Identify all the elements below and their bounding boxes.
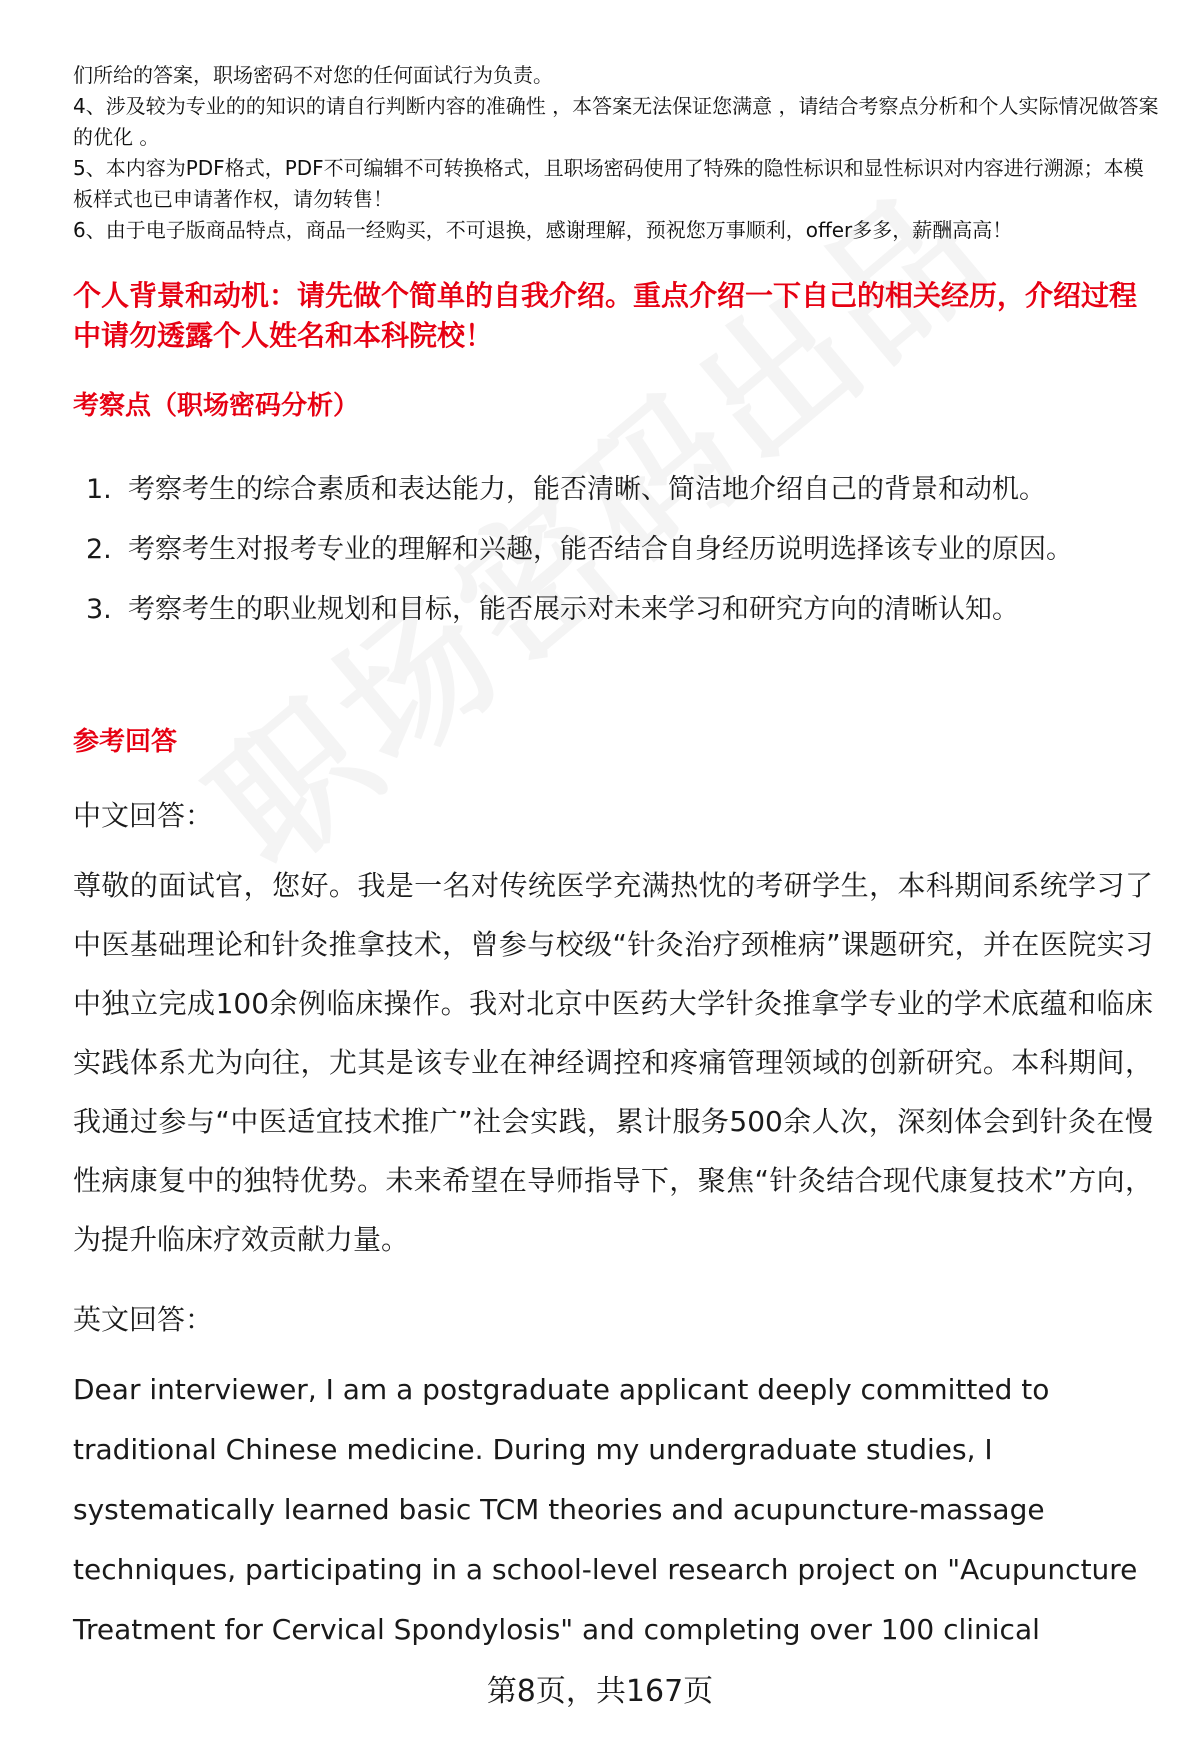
chinese-answer-label: 中文回答：: [73, 799, 214, 832]
note-line: 们所给的答案，职场密码不对您的任何面试行为负责。: [73, 63, 553, 87]
english-answer-label: 英文回答：: [73, 1303, 214, 1336]
list-text: 考察考生的综合素质和表达能力，能否清晰、简洁地介绍自己的背景和动机。: [128, 474, 1046, 505]
list-item: [80, 460, 1130, 520]
note-line: 6、由于电子版商品特点，商品一经购买，不可退换，感谢理解，预祝您万事顺利，offer多多，薪酬高高！: [73, 218, 1013, 242]
list-text: 考察考生对报考专业的理解和兴趣，能否结合自身经历说明选择该专业的原因。: [128, 534, 1073, 565]
note-line: 5、本内容为PDF格式，PDF不可编辑不可转换格式，且职场密码使用了特殊的隐性标识和显性标识对内容进行溯源；本模板样式也已申请著作权，请勿转售！: [73, 156, 1144, 211]
reference-answer-title: 参考回答: [73, 727, 178, 757]
list-number: 3.: [86, 594, 112, 625]
list-item: [80, 580, 1130, 640]
list-number: 1.: [86, 474, 112, 505]
english-answer-text: Dear interviewer, I am a postgraduate applicant deeply committed to traditional Chinese medicine. During my undergraduate studies, I systematically learned basic TCM theories and acupuncture-massage techniques, participating in a school-level research project on "Acupuncture Treatment for Cervical Spondylosis" and completing over 100 clinical: [73, 1373, 1138, 1646]
list-item: [80, 520, 1130, 580]
chinese-answer-text: 尊敬的面试官，您好。我是一名对传统医学充满热忱的考研学生，本科期间系统学习了中医基础理论和针灸推拿技术，曾参与校级“针灸治疗颈椎病”课题研究，并在医院实习中独立完成100余例临床操作。我对北京中医药大学针灸推拿学专业的学术底蕴和临床实践体系尤为向往，尤其是该专业在神经调控和疼痛管理领域的创新研究。本科期间，我通过参与“中医适宜技术推广”社会实践，累计服务500余人次，深刻体会到针灸在慢性病康复中的独特优势。未来希望在导师指导下，聚焦“针灸结合现代康复技术”方向，为提升临床疗效贡献力量。: [73, 869, 1153, 1256]
page-number: 第8页，共167页: [486, 1674, 714, 1709]
note-line: 4、涉及较为专业的的知识的请自行判断内容的准确性 ，本答案无法保证您满意 ，请结合考察点分析和个人实际情况做答案的优化 。: [73, 94, 1159, 149]
question-title: 个人背景和动机：请先做个简单的自我介绍。重点介绍一下自己的相关经历，介绍过程中请勿透露个人姓名和本科院校！: [73, 279, 1138, 352]
key-points-list: [80, 460, 1130, 640]
key-points-title: 考察点（职场密码分析）: [73, 391, 360, 421]
list-text: 考察考生的职业规划和目标，能否展示对未来学习和研究方向的清晰认知。: [128, 594, 1019, 625]
notes-block: [73, 60, 1163, 246]
list-number: 2.: [86, 534, 112, 565]
